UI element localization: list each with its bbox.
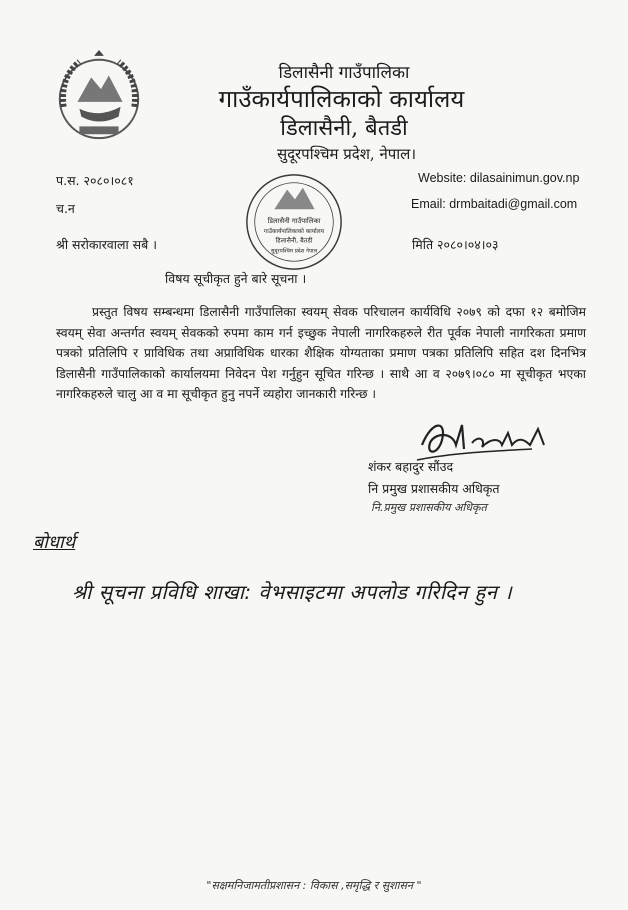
footer-slogan: "सक्षमनिजामतीप्रशासन : विकास ,समृद्धि र सुशासन " (206, 879, 422, 892)
seal-text-bottom: सुदूरपश्चिम प्रदेश नेपाल (270, 248, 318, 255)
seal-text-mid2: डिलासैनी, बैतडी (275, 236, 313, 245)
cc-heading: बोधार्थ (33, 532, 76, 553)
province-line: सुदूरपश्चिम प्रदेश, नेपाल। (276, 145, 417, 163)
municipality-name: डिलासैनी गाउँपालिका (278, 63, 410, 83)
office-seal-stamp (240, 168, 348, 276)
reference-number: प.स. २०८०।०८१ (56, 173, 134, 188)
signatory-title: नि प्रमुख प्रशासकीय अधिकृत (368, 481, 500, 496)
email-text: Email: drmbaitadi@gmail.com (411, 197, 578, 211)
signatory-name: शंकर बहादुर सौंउद (368, 459, 454, 474)
cc-handwritten-line: श्री सूचना प्रविधि शाखा: वेभसाइटमा अपलोड गरिदिन हुन । (72, 580, 513, 604)
notice-body: प्रस्तुत विषय सम्बन्धमा डिलासैनी गाउँपालिका स्वयम् सेवक परिचालन कार्यविधि २०७९ को दफा १२ बमोजिम स्वयम् सेवा अन्तर्गत स्वयम् सेवकको रुपमा काम गर्न इच्छुक नेपाली नागरिकहरुले रीत पूर्वक नेपाली नागरिकता प्रमाण पत्रको प्रतिलिपि र प्राविधिक तथा अप्राविधिक धारका शैक्षिक योग्यताका प्रमाण पत्रका प्रतिलिपि सहित दश दिनभित्र डिलासैनी गाउँपालिकाको कार्यालयमा निवेदन पेश गर्नुहुन सूचित गरिन्छ । साथै आ व २०७९।०८० मा सूचीकृत भएका नागरिकहरुले चालु आ व मा सूचीकृत हुनु नपर्ने व्यहोरा जानकारी गरिन्छ । (56, 305, 586, 401)
recipient-line: श्री सरोकारवाला सबै । (56, 237, 157, 252)
office-location: डिलासैनी, बैतडी (280, 116, 408, 141)
website-text: Website: dilasainimun.gov.np (418, 171, 580, 185)
dispatch-number: च.न (56, 201, 75, 216)
seal-text-mid1: गाउँकार्यपालिकाको कार्यालय (263, 228, 325, 235)
subject-line: विषय सूचीकृत हुने बारे सूचना । (165, 271, 307, 286)
signatory-stamp: नि.प्रमुख प्रशासकीय अधिकृत (371, 501, 487, 514)
office-name: गाउँकार्यपालिकाको कार्यालय (218, 85, 465, 113)
seal-text-top: डिलासैनी गाउँपालिका (267, 216, 321, 225)
date-line: मिति २०८०।०४।०३ (412, 237, 499, 252)
